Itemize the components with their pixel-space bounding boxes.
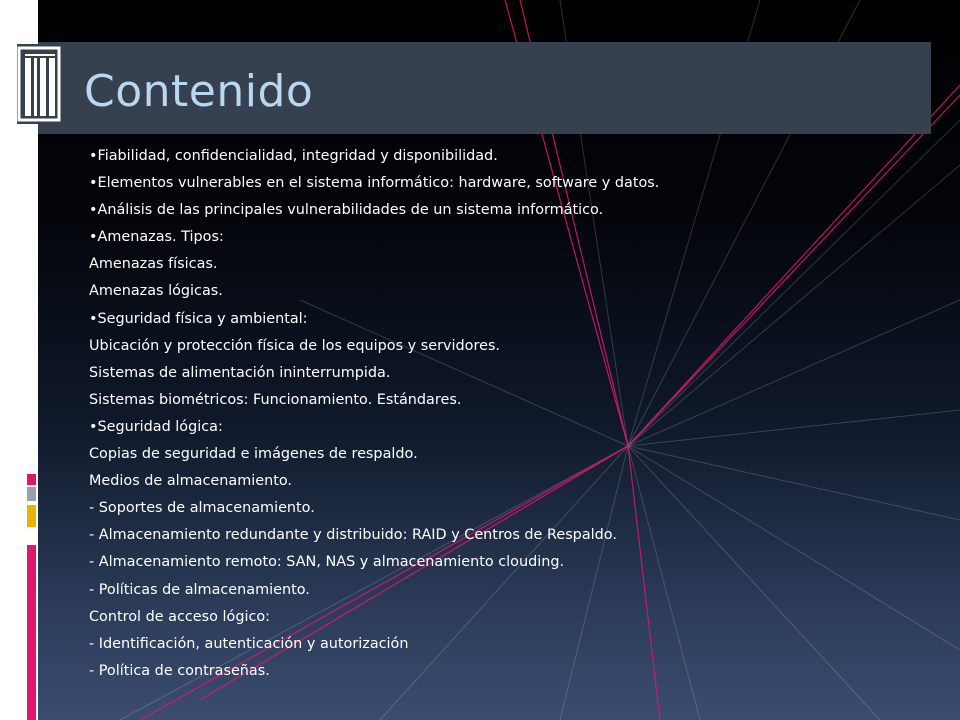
- magenta-ray: [628, 95, 960, 446]
- ray-line: [628, 165, 960, 446]
- ray-line: [628, 446, 880, 720]
- list-item: Control de acceso lógico:: [89, 608, 271, 625]
- list-item: Ubicación y protección física de los equipos y servidores.: [89, 337, 501, 354]
- list-item: Copias de seguridad e imágenes de respaldo.: [89, 446, 418, 463]
- magenta-ray: [628, 85, 960, 446]
- ray-line: [628, 410, 960, 446]
- list-item: Amenazas físicas.: [89, 256, 218, 273]
- accent-bar-gray: [27, 487, 36, 501]
- list-item: - Almacenamiento remoto: SAN, NAS y almacenamiento clouding.: [89, 554, 565, 571]
- list-item: - Políticas de almacenamiento.: [89, 581, 310, 598]
- content-list: [89, 143, 659, 685]
- list-item: •Amenazas. Tipos:: [89, 229, 224, 246]
- accent-bar-magenta-long: [27, 545, 36, 720]
- list-item: Medios de almacenamiento.: [89, 473, 292, 490]
- stacked-squares-icon: [17, 44, 61, 124]
- ray-line: [628, 446, 960, 520]
- list-item: •Seguridad lógica:: [89, 418, 223, 435]
- list-item: - Soportes de almacenamiento.: [89, 500, 315, 517]
- list-item: •Análisis de las principales vulnerabilidades de un sistema informático.: [89, 202, 604, 219]
- list-item: Sistemas biométricos: Funcionamiento. Estándares.: [89, 391, 462, 408]
- slide-title: Contenido: [84, 66, 314, 117]
- list-item: •Seguridad física y ambiental:: [89, 310, 308, 327]
- accent-bar-magenta: [27, 474, 36, 485]
- list-item: - Almacenamiento redundante y distribuido: RAID y Centros de Respaldo.: [89, 527, 617, 544]
- list-item: •Fiabilidad, confidencialidad, integridad y disponibilidad.: [89, 148, 498, 164]
- ray-line: [628, 120, 960, 446]
- list-item: Sistemas de alimentación ininterrumpida.: [89, 364, 391, 381]
- list-item: - Política de contraseñas.: [89, 662, 270, 679]
- ray-line: [628, 446, 960, 650]
- accent-bar-gold: [27, 505, 36, 527]
- list-item: Amenazas lógicas.: [89, 283, 223, 300]
- list-item: •Elementos vulnerables en el sistema informático: hardware, software y datos.: [89, 175, 660, 192]
- ray-line: [628, 300, 960, 446]
- list-item: - Identificación, autenticación y autorización: [89, 635, 409, 652]
